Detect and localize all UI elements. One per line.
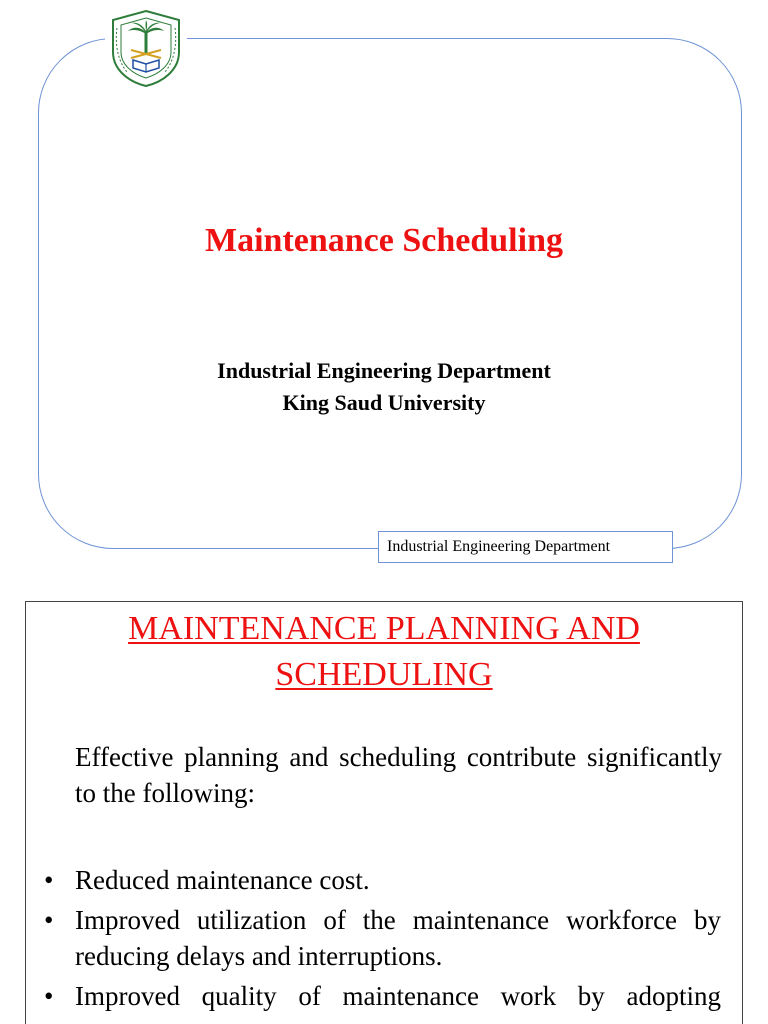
section-heading-line-1: MAINTENANCE PLANNING AND [128,610,640,647]
bullet-item [26,902,742,974]
section-heading [26,606,742,698]
bullet-item [26,978,742,1014]
bullet-text: Reduced maintenance cost. [75,865,370,895]
content-slide [25,601,743,1024]
king-saud-university-seal-icon [105,8,187,88]
bullet-dot-icon: • [44,865,54,895]
slide-footer: Industrial Engineering Department [378,531,673,563]
bullet-dot-icon: • [44,905,54,935]
university-name: King Saud University [282,390,486,415]
intro-paragraph: Effective planning and scheduling contribute significantly to the following: [75,742,722,808]
bullet-dot-icon: • [44,981,54,1011]
bullet-item [26,862,742,898]
bullet-text: Improved quality of maintenance work by adopting [75,981,721,1011]
slide-title: Maintenance Scheduling [205,222,563,259]
section-heading-line-2: SCHEDULING [275,656,493,693]
bullet-text: Improved utilization of the maintenance workforce by reducing delays and interruptions. [75,905,721,971]
department-name: Industrial Engineering Department [217,358,551,383]
bullet-list [26,862,742,1018]
slide-frame [38,38,742,549]
